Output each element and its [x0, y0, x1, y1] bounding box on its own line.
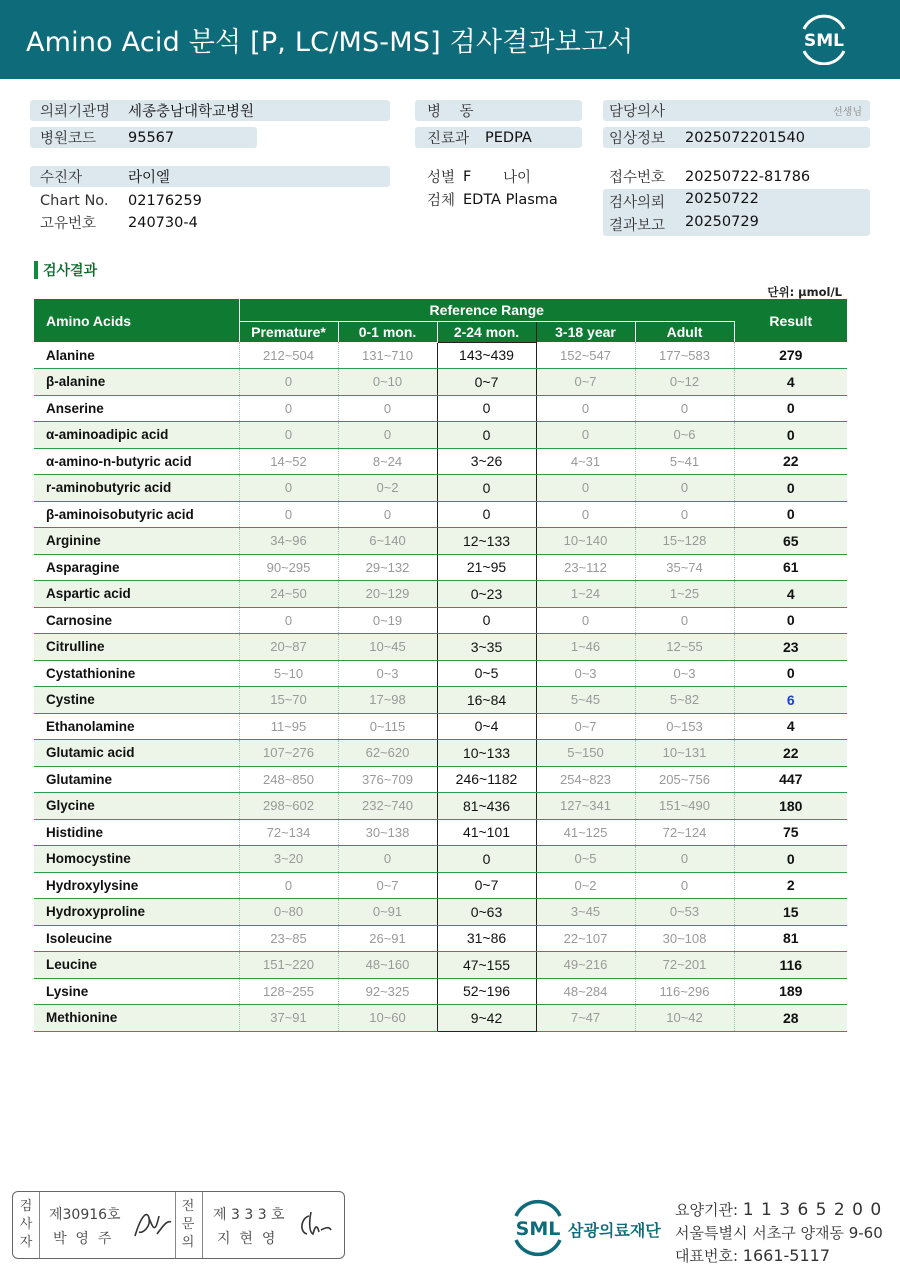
table-row: [34, 395, 847, 422]
reference-range-cell: 1~25: [635, 581, 734, 608]
table-row: [34, 607, 847, 634]
col-header-adult: Adult: [635, 321, 734, 342]
amino-acid-name: Anserine: [34, 395, 239, 422]
amino-acid-name: α-aminoadipic acid: [34, 422, 239, 449]
table-row: [34, 952, 847, 979]
reference-range-cell: 248~850: [239, 766, 338, 793]
result-value: 0: [734, 607, 847, 634]
table-row: [34, 846, 847, 873]
reference-range-cell: 37~91: [239, 1005, 338, 1032]
reference-range-cell: 0: [338, 501, 437, 528]
specimen-label: 검체: [427, 193, 456, 209]
reference-range-cell: 6~140: [338, 528, 437, 555]
hospital-code-value: 95567: [128, 129, 175, 146]
reference-range-cell: 0: [239, 872, 338, 899]
table-row: [34, 899, 847, 926]
phone-label: 대표번호:: [675, 1247, 739, 1265]
unique-value: 240730-4: [128, 214, 198, 231]
amino-acid-name: Methionine: [34, 1005, 239, 1032]
examinee-row: [30, 166, 390, 187]
amino-acid-name: Ethanolamine: [34, 713, 239, 740]
reference-range-cell: 23~112: [536, 554, 635, 581]
reference-range-cell: 30~138: [338, 819, 437, 846]
amino-acid-name: Leucine: [34, 952, 239, 979]
table-row: [34, 660, 847, 687]
reference-range-cell: 15~70: [239, 687, 338, 714]
result-value: 4: [734, 581, 847, 608]
examiner-label-char: 사: [19, 1217, 33, 1232]
specialist-label-char: 의: [181, 1235, 195, 1250]
test-request-label: 검사의뢰: [609, 195, 666, 211]
reference-range-cell: 12~55: [635, 634, 734, 661]
table-row: [34, 554, 847, 581]
reference-range-cell: 0: [239, 422, 338, 449]
table-row: [34, 978, 847, 1005]
amino-acid-name: β-aminoisobutyric acid: [34, 501, 239, 528]
examiner-label-char: 검: [19, 1199, 33, 1214]
examiner-name: 박 영 주: [53, 1231, 112, 1247]
result-value: 0: [734, 475, 847, 502]
reference-range-cell: 0: [239, 395, 338, 422]
table-row: [34, 422, 847, 449]
hospital-code-row: [30, 127, 257, 148]
amino-acid-name: Isoleucine: [34, 925, 239, 952]
table-row: [34, 687, 847, 714]
results-table: [34, 299, 847, 1032]
reference-range-cell: 0: [536, 395, 635, 422]
reference-range-cell: 0: [437, 501, 536, 528]
reference-range-cell: 48~160: [338, 952, 437, 979]
reference-range-cell: 0: [437, 422, 536, 449]
amino-acid-name: Alanine: [34, 342, 239, 369]
report-header: [0, 0, 900, 79]
col-header-amino-acids: Amino Acids: [34, 299, 239, 342]
dept-label: 진료과: [427, 131, 470, 147]
reference-range-cell: 15~128: [635, 528, 734, 555]
reference-range-cell: 116~296: [635, 978, 734, 1005]
reference-range-cell: 0~23: [437, 581, 536, 608]
reference-range-cell: 81~436: [437, 793, 536, 820]
reference-range-cell: 11~95: [239, 713, 338, 740]
test-request-value: 20250722: [685, 191, 759, 207]
reference-range-cell: 376~709: [338, 766, 437, 793]
examinee-label: 수진자: [40, 170, 83, 186]
reference-range-cell: 0~7: [437, 872, 536, 899]
footer-care-code: [675, 1199, 882, 1220]
divider: [202, 1192, 203, 1258]
table-row: [34, 793, 847, 820]
table-row: [34, 872, 847, 899]
reference-range-cell: 254~823: [536, 766, 635, 793]
clinical-row: [603, 127, 870, 148]
reference-range-cell: 5~10: [239, 660, 338, 687]
amino-acid-name: Glutamine: [34, 766, 239, 793]
footer-org-name: 삼광의료재단: [568, 1221, 661, 1240]
footer-logo-text: SML: [515, 1218, 561, 1240]
reference-range-cell: 26~91: [338, 925, 437, 952]
reference-range-cell: 298~602: [239, 793, 338, 820]
receipt-row: [603, 166, 870, 187]
table-row: [34, 501, 847, 528]
table-row: [34, 713, 847, 740]
reference-range-cell: 0~6: [635, 422, 734, 449]
reference-range-cell: 0~3: [536, 660, 635, 687]
reference-range-cell: 0~53: [635, 899, 734, 926]
col-header-result: Result: [734, 299, 847, 342]
result-value: 279: [734, 342, 847, 369]
reference-range-cell: 0~63: [437, 899, 536, 926]
footer-phone: [675, 1245, 830, 1266]
reference-range-cell: 0~2: [338, 475, 437, 502]
result-value: 2: [734, 872, 847, 899]
reference-range-cell: 5~45: [536, 687, 635, 714]
reference-range-cell: 10~140: [536, 528, 635, 555]
col-header-3-18-year: 3-18 year: [536, 321, 635, 342]
result-report-value: 20250729: [685, 214, 759, 230]
reference-range-cell: 0~7: [536, 713, 635, 740]
chart-label: Chart No.: [40, 192, 109, 209]
examiner-signature-icon: [131, 1206, 175, 1244]
divider: [39, 1192, 40, 1258]
reference-range-cell: 0: [437, 475, 536, 502]
section-bar: [34, 261, 38, 279]
reference-range-cell: 8~24: [338, 448, 437, 475]
reference-range-cell: 12~133: [437, 528, 536, 555]
reference-range-cell: 34~96: [239, 528, 338, 555]
care-code-label: 요양기관:: [675, 1201, 739, 1219]
reference-range-cell: 3~20: [239, 846, 338, 873]
reference-range-cell: 0: [437, 607, 536, 634]
table-row: [34, 342, 847, 369]
result-value: 4: [734, 713, 847, 740]
col-header-reference-range: Reference Range: [239, 299, 734, 321]
reference-range-cell: 0~153: [635, 713, 734, 740]
reference-range-cell: 31~86: [437, 925, 536, 952]
result-value: 81: [734, 925, 847, 952]
request-org-label: 의뢰기관명: [40, 104, 111, 120]
reference-range-cell: 0: [437, 846, 536, 873]
ward-label: 병 동: [427, 104, 474, 120]
reference-range-cell: 16~84: [437, 687, 536, 714]
dept-row: [415, 127, 582, 148]
result-value: 116: [734, 952, 847, 979]
table-row: [34, 819, 847, 846]
result-value: 0: [734, 660, 847, 687]
care-code-value: 1 1 3 6 5 2 0 0: [742, 1200, 883, 1220]
specimen-value: EDTA Plasma: [463, 191, 558, 208]
reference-range-cell: 0: [239, 369, 338, 396]
reference-range-cell: 0~115: [338, 713, 437, 740]
reference-range-cell: 0~80: [239, 899, 338, 926]
reference-range-cell: 0~91: [338, 899, 437, 926]
table-row: [34, 475, 847, 502]
reference-range-cell: 3~26: [437, 448, 536, 475]
result-value: 22: [734, 448, 847, 475]
sml-logo-text: SML: [804, 31, 844, 51]
reference-range-cell: 177~583: [635, 342, 734, 369]
amino-acid-name: Homocystine: [34, 846, 239, 873]
reference-range-cell: 0~5: [437, 660, 536, 687]
table-row: [34, 448, 847, 475]
reference-range-cell: 0: [338, 395, 437, 422]
reference-range-cell: 20~87: [239, 634, 338, 661]
reference-range-cell: 131~710: [338, 342, 437, 369]
amino-acid-name: Aspartic acid: [34, 581, 239, 608]
reference-range-cell: 52~196: [437, 978, 536, 1005]
reference-range-cell: 29~132: [338, 554, 437, 581]
amino-acid-name: Cystine: [34, 687, 239, 714]
request-org-value: 세종충남대학교병원: [128, 104, 255, 120]
reference-range-cell: 0: [635, 501, 734, 528]
table-row: [34, 581, 847, 608]
amino-acid-name: r-aminobutyric acid: [34, 475, 239, 502]
reference-range-cell: 24~50: [239, 581, 338, 608]
col-header-premature: Premature*: [239, 321, 338, 342]
amino-acid-name: Cystathionine: [34, 660, 239, 687]
phone-value: 1661-5117: [742, 1246, 831, 1265]
result-value: 23: [734, 634, 847, 661]
reference-range-cell: 0: [635, 475, 734, 502]
specialist-license-no: 제 3 3 3 호: [213, 1207, 285, 1223]
reference-range-cell: 0: [536, 501, 635, 528]
doctor-value: 선생님: [833, 107, 862, 118]
hospital-code-label: 병원코드: [40, 131, 97, 147]
reference-range-cell: 0~3: [635, 660, 734, 687]
reference-range-cell: 0~2: [536, 872, 635, 899]
amino-acid-name: Arginine: [34, 528, 239, 555]
reference-range-cell: 22~107: [536, 925, 635, 952]
reference-range-cell: 0~7: [338, 872, 437, 899]
amino-acid-name: Lysine: [34, 978, 239, 1005]
examiner-label-char: 자: [19, 1235, 33, 1250]
reference-range-cell: 48~284: [536, 978, 635, 1005]
section-title: [34, 260, 97, 280]
reference-range-cell: 5~41: [635, 448, 734, 475]
receipt-label: 접수번호: [609, 170, 666, 186]
amino-acid-name: Glycine: [34, 793, 239, 820]
reference-range-cell: 232~740: [338, 793, 437, 820]
examiner-license-no: 제30916호: [49, 1207, 121, 1223]
reference-range-cell: 128~255: [239, 978, 338, 1005]
table-row: [34, 634, 847, 661]
reference-range-cell: 10~60: [338, 1005, 437, 1032]
reference-range-cell: 212~504: [239, 342, 338, 369]
reference-range-cell: 0: [338, 846, 437, 873]
reference-range-cell: 3~35: [437, 634, 536, 661]
reference-range-cell: 0~4: [437, 713, 536, 740]
reference-range-cell: 0: [635, 872, 734, 899]
reference-range-cell: 41~101: [437, 819, 536, 846]
clinical-label: 임상정보: [609, 131, 666, 147]
divider: [175, 1192, 176, 1258]
reference-range-cell: 0~7: [536, 369, 635, 396]
table-row: [34, 925, 847, 952]
reference-range-cell: 0~10: [338, 369, 437, 396]
amino-acid-name: Histidine: [34, 819, 239, 846]
result-value: 6: [734, 687, 847, 714]
chart-value: 02176259: [128, 192, 202, 209]
reference-range-cell: 35~74: [635, 554, 734, 581]
reference-range-cell: 205~756: [635, 766, 734, 793]
col-header-2-24-mon: 2-24 mon.: [437, 321, 536, 342]
reference-range-cell: 10~45: [338, 634, 437, 661]
result-value: 65: [734, 528, 847, 555]
reference-range-cell: 151~490: [635, 793, 734, 820]
dept-value: PEDPA: [485, 129, 532, 146]
clinical-value: 2025072201540: [685, 129, 805, 146]
reference-range-cell: 72~201: [635, 952, 734, 979]
reference-range-cell: 1~24: [536, 581, 635, 608]
reference-range-cell: 9~42: [437, 1005, 536, 1032]
table-row: [34, 369, 847, 396]
reference-range-cell: 1~46: [536, 634, 635, 661]
section-title-text: 검사결과: [43, 263, 98, 279]
result-value: 189: [734, 978, 847, 1005]
reference-range-cell: 62~620: [338, 740, 437, 767]
table-row: [34, 766, 847, 793]
results-body: [34, 342, 847, 1031]
reference-range-cell: 151~220: [239, 952, 338, 979]
receipt-value: 20250722-81786: [685, 168, 811, 185]
doctor-row: [603, 100, 870, 121]
chart-row: [30, 190, 390, 211]
reference-range-cell: 10~131: [635, 740, 734, 767]
specialist-label-char: 전: [181, 1199, 195, 1214]
reference-range-cell: 21~95: [437, 554, 536, 581]
specialist-signature-icon: [295, 1208, 335, 1242]
reference-range-cell: 7~47: [536, 1005, 635, 1032]
age-label: 나이: [503, 170, 532, 186]
reference-range-cell: 0~12: [635, 369, 734, 396]
reference-range-cell: 5~82: [635, 687, 734, 714]
reference-range-cell: 0: [635, 395, 734, 422]
specimen-row: [415, 189, 585, 210]
col-header-0-1-mon: 0-1 mon.: [338, 321, 437, 342]
amino-acid-name: Hydroxyproline: [34, 899, 239, 926]
result-value: 0: [734, 395, 847, 422]
reference-range-cell: 0: [437, 395, 536, 422]
sex-label: 성별: [427, 170, 456, 186]
result-value: 0: [734, 422, 847, 449]
unit-label: 단위: µmol/L: [767, 285, 842, 299]
reference-range-cell: 0: [536, 422, 635, 449]
result-value: 75: [734, 819, 847, 846]
unique-row: [30, 212, 390, 233]
reference-range-cell: 72~124: [635, 819, 734, 846]
reference-range-cell: 0: [338, 422, 437, 449]
sex-value: F: [463, 168, 472, 185]
amino-acid-name: Hydroxylysine: [34, 872, 239, 899]
reference-range-cell: 107~276: [239, 740, 338, 767]
result-value: 180: [734, 793, 847, 820]
result-value: 447: [734, 766, 847, 793]
reference-range-cell: 0: [536, 475, 635, 502]
specialist-vertical-label: [179, 1198, 197, 1252]
reference-range-cell: 41~125: [536, 819, 635, 846]
reference-range-cell: 0~7: [437, 369, 536, 396]
result-report-label: 결과보고: [609, 218, 666, 234]
reference-range-cell: 0: [239, 475, 338, 502]
amino-acid-name: β-alanine: [34, 369, 239, 396]
reference-range-cell: 152~547: [536, 342, 635, 369]
reference-range-cell: 0: [536, 607, 635, 634]
sex-age-row: [415, 166, 585, 187]
reference-range-cell: 0: [239, 607, 338, 634]
result-value: 15: [734, 899, 847, 926]
reference-range-cell: 20~129: [338, 581, 437, 608]
examiner-vertical-label: [17, 1198, 35, 1252]
doctor-label: 담당의사: [609, 104, 666, 120]
result-value: 61: [734, 554, 847, 581]
reference-range-cell: 0~19: [338, 607, 437, 634]
reference-range-cell: 17~98: [338, 687, 437, 714]
reference-range-cell: 90~295: [239, 554, 338, 581]
reference-range-cell: 0: [635, 607, 734, 634]
ward-row: [415, 100, 582, 121]
result-value: 22: [734, 740, 847, 767]
dates-block: [603, 189, 870, 236]
signature-box: [12, 1191, 345, 1259]
reference-range-cell: 49~216: [536, 952, 635, 979]
table-row: [34, 740, 847, 767]
result-value: 0: [734, 501, 847, 528]
reference-range-cell: 0: [635, 846, 734, 873]
result-value: 0: [734, 846, 847, 873]
reference-range-cell: 23~85: [239, 925, 338, 952]
reference-range-cell: 0: [239, 501, 338, 528]
reference-range-cell: 3~45: [536, 899, 635, 926]
reference-range-cell: 10~133: [437, 740, 536, 767]
reference-range-cell: 5~150: [536, 740, 635, 767]
reference-range-cell: 143~439: [437, 342, 536, 369]
footer-sml-logo-icon: [510, 1198, 566, 1258]
amino-acid-name: α-amino-n-butyric acid: [34, 448, 239, 475]
specialist-name: 지 현 영: [217, 1231, 276, 1247]
reference-range-cell: 0~3: [338, 660, 437, 687]
result-value: 28: [734, 1005, 847, 1032]
examinee-value: 라이엘: [128, 170, 171, 186]
reference-range-cell: 10~42: [635, 1005, 734, 1032]
table-row: [34, 1005, 847, 1032]
amino-acid-name: Carnosine: [34, 607, 239, 634]
reference-range-cell: 127~341: [536, 793, 635, 820]
unique-label: 고유번호: [40, 216, 97, 232]
reference-range-cell: 72~134: [239, 819, 338, 846]
report-title: Amino Acid 분석 [P, LC/MS-MS] 검사결과보고서: [26, 27, 634, 58]
reference-range-cell: 246~1182: [437, 766, 536, 793]
footer-address: 서울특별시 서초구 양재동 9-60: [675, 1224, 883, 1242]
result-value: 4: [734, 369, 847, 396]
sml-logo-icon: [796, 13, 852, 65]
reference-range-cell: 4~31: [536, 448, 635, 475]
request-org-row: [30, 100, 390, 121]
table-row: [34, 528, 847, 555]
reference-range-cell: 0~5: [536, 846, 635, 873]
reference-range-cell: 14~52: [239, 448, 338, 475]
reference-range-cell: 47~155: [437, 952, 536, 979]
amino-acid-name: Glutamic acid: [34, 740, 239, 767]
reference-range-cell: 30~108: [635, 925, 734, 952]
specialist-label-char: 문: [181, 1217, 195, 1232]
amino-acid-name: Citrulline: [34, 634, 239, 661]
amino-acid-name: Asparagine: [34, 554, 239, 581]
reference-range-cell: 92~325: [338, 978, 437, 1005]
